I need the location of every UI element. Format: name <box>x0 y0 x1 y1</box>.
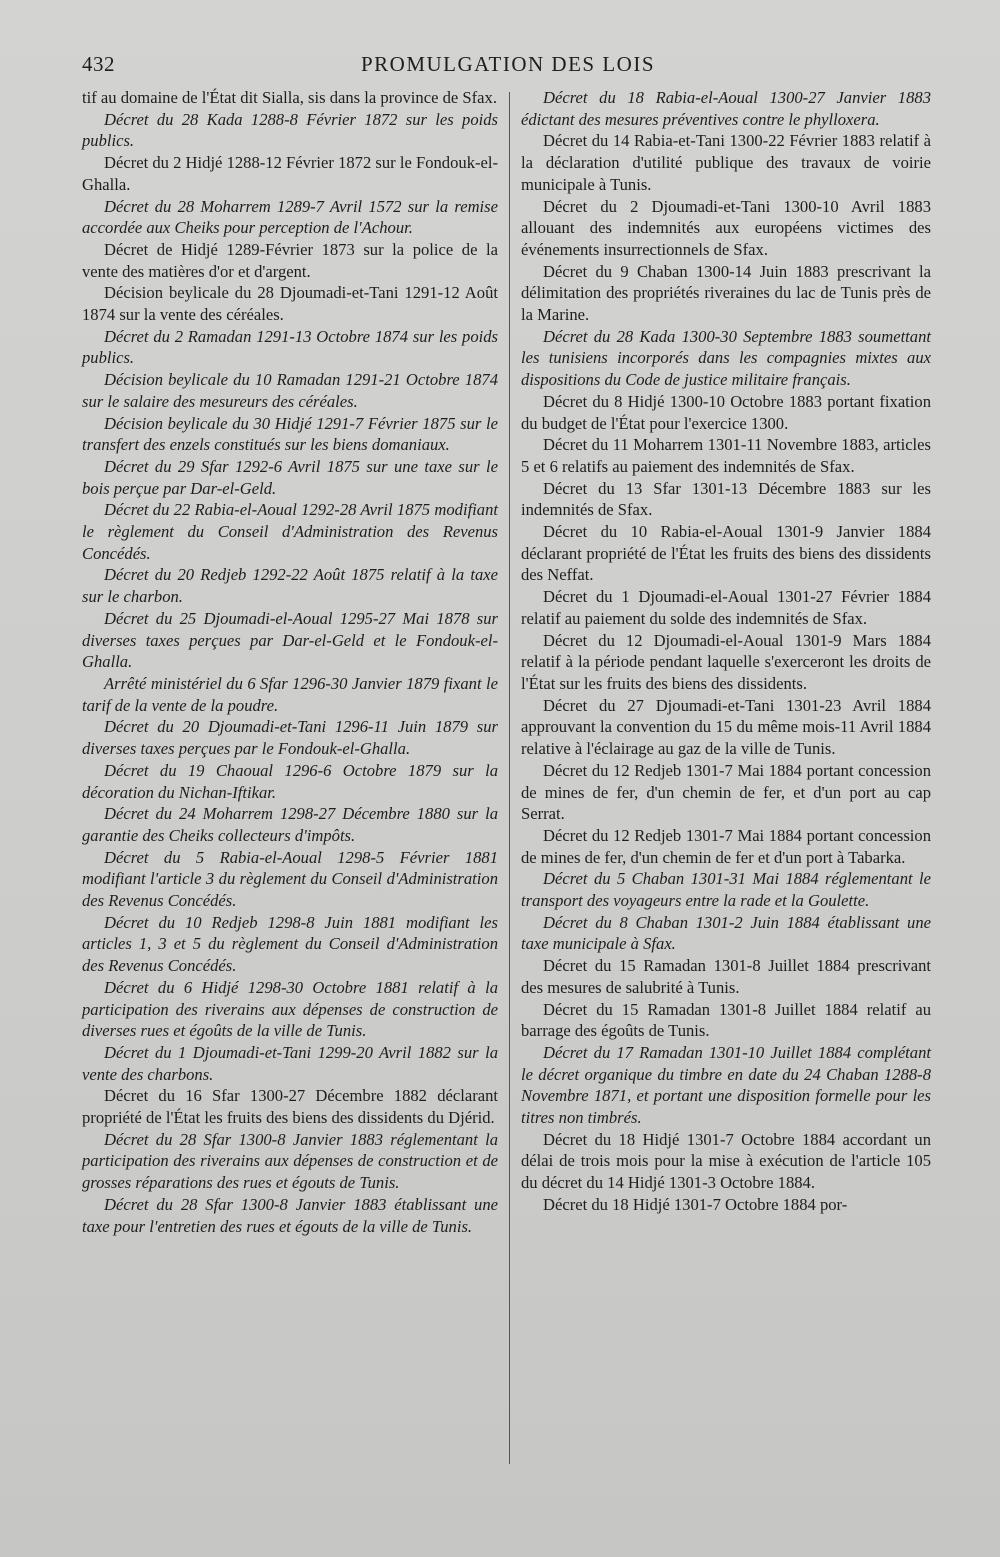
decree-entry: Décret du 17 Ramadan 1301-10 Juillet 1884 complétant le décret organique du timbre en date du 24 Chaban 1288-8 Novembre 1871, et portant une disposition formelle pour les titres non timbrés. <box>521 1042 931 1128</box>
decree-entry: Décret du 6 Hidjé 1298-30 Octobre 1881 relatif à la participation des riverains aux dépenses de construction de diverses rues et égoûts de la ville de Tunis. <box>82 977 498 1041</box>
decree-entry: Décret du 2 Hidjé 1288-12 Février 1872 sur le Fondouk-el-Ghalla. <box>82 153 499 194</box>
decree-entry: Décret du 19 Chaoual 1296-6 Octobre 1879 sur la décoration du Nichan-Iftikar. <box>82 760 498 802</box>
decree-entry: Décret du 15 Ramadan 1301-8 Juillet 1884 relatif au barrage des égoûts de Tunis. <box>521 999 931 1041</box>
decree-entry: Décision beylicale du 10 Ramadan 1291-21 Octobre 1874 sur le salaire des mesureurs des céréales. <box>82 370 498 411</box>
decree-entry: Décret du 16 Sfar 1300-27 Décembre 1882 déclarant propriété de l'État les fruits des biens des dissidents du Djérid. <box>82 1086 498 1128</box>
decree-entry: tif au domaine de l'État dit Sialla, sis dans la province de Sfax. <box>82 88 497 107</box>
decree-entry: Décret du 28 Kada 1300-30 Septembre 1883 soumettant les tunisiens incorporés dans les compagnies mixtes aux dispositions du Code de justice militaire français. <box>521 326 931 390</box>
decree-entry: Décret du 20 Redjeb 1292-22 Août 1875 relatif à la taxe sur le charbon. <box>82 565 498 607</box>
decree-entry: Décret du 13 Sfar 1301-13 Décembre 1883 sur les indemnités de Sfax. <box>521 478 931 520</box>
decree-entry: Décret du 2 Djoumadi-et-Tani 1300-10 Avril 1883 allouant des indemnités aux européens victimes des événements insurrectionnels de Sfax. <box>521 196 931 259</box>
decree-entry: Décret de Hidjé 1289-Février 1873 sur la police de la vente des matières d'or et d'argent. <box>82 239 498 281</box>
decree-entry: Décret du 5 Rabia-el-Aoual 1298-5 Février 1881 modifiant l'article 3 du règlement du Conseil d'Administration des Revenus Concédés. <box>82 847 498 911</box>
left-column <box>82 87 498 1237</box>
decree-entry: Décret du 18 Rabia-el-Aoual 1300-27 Janvier 1883 édictant des mesures préventives contre le phylloxera. <box>521 88 931 129</box>
decree-entry: Décret du 29 Sfar 1292-6 Avril 1875 sur une taxe sur le bois perçue par Dar-el-Geld. <box>82 456 498 498</box>
decree-entry: Arrêté ministériel du 6 Sfar 1296-30 Janvier 1879 fixant le tarif de la vente de la poudre. <box>82 673 498 715</box>
decree-entry: Décret du 20 Djoumadi-et-Tani 1296-11 Juin 1879 sur diverses taxes perçues par le Fondouk-el-Ghalla. <box>82 717 498 759</box>
decree-entry: Décret du 28 Sfar 1300-8 Janvier 1883 réglementant la participation des riverains aux dépenses de construction et de grosses réparations des rues et égouts de Tunis. <box>82 1129 498 1193</box>
decree-entry: Décret du 15 Ramadan 1301-8 Juillet 1884 prescrivant des mesures de salubrité à Tunis. <box>521 956 931 997</box>
decree-entry: Décret du 24 Moharrem 1298-27 Décembre 1880 sur la garantie des Cheiks collecteurs d'impôts. <box>82 804 498 845</box>
decree-entry: Décret du 22 Rabia-el-Aoual 1292-28 Avril 1875 modifiant le règlement du Conseil d'Administration des Revenus Concédés. <box>82 500 498 563</box>
decree-entry: Décret du 18 Hidjé 1301-7 Octobre 1884 por- <box>543 1194 848 1214</box>
decree-entry: Décret du 1 Djoumadi-et-Tani 1299-20 Avril 1882 sur la vente des charbons. <box>82 1042 498 1084</box>
decree-entry: Décision beylicale du 28 Djoumadi-et-Tani 1291-12 Août 1874 sur la vente des céréales. <box>82 283 498 325</box>
column-divider <box>509 92 510 1464</box>
decree-entry: Décret du 12 Djoumadi-el-Aoual 1301-9 Mars 1884 relatif à la période pendant laquelle s'exerceront les droits de l'État sur les fruits des biens des dissidents. <box>521 630 931 693</box>
decree-entry: Décret du 5 Chaban 1301-31 Mai 1884 réglementant le transport des voyageurs entre la rade et la Goulette. <box>521 869 931 911</box>
page-number: 432 <box>82 52 115 76</box>
decree-entry: Décret du 8 Hidjé 1300-10 Octobre 1883 portant fixation du budget de l'État pour l'exercice 1300. <box>521 391 931 433</box>
decree-entry: Décret du 28 Moharrem 1289-7 Avril 1572 sur la remise accordée aux Cheiks pour perception de l'Achour. <box>82 196 498 238</box>
running-title: PROMULGATION DES LOIS <box>360 52 655 76</box>
decree-entry: Décret du 2 Ramadan 1291-13 Octobre 1874 sur les poids publics. <box>82 326 498 368</box>
decree-entry: Décret du 18 Hidjé 1301-7 Octobre 1884 accordant un délai de trois mois pour la mise à exécution de l'article 105 du décret du 14 Hidjé 1301-3 Octobre 1884. <box>521 1129 931 1193</box>
decree-entry: Décret du 12 Redjeb 1301-7 Mai 1884 portant concession de mines de fer, d'un chemin de fer, et d'un port au cap Serrat. <box>521 760 931 824</box>
decree-entry: Décision beylicale du 30 Hidjé 1291-7 Février 1875 sur le transfert des enzels constitués sur les biens domaniaux. <box>82 413 498 455</box>
right-column <box>521 87 931 1216</box>
decree-entry: Décret du 14 Rabia-et-Tani 1300-22 Février 1883 relatif à la déclaration d'utilité publique des travaux de voirie municipale à Tunis. <box>521 131 931 194</box>
decree-entry: Décret du 11 Moharrem 1301-11 Novembre 1883, articles 5 et 6 relatifs au paiement des indemnités de Sfax. <box>521 435 931 476</box>
decree-entry: Décret du 8 Chaban 1301-2 Juin 1884 établissant une taxe municipale à Sfax. <box>521 912 931 954</box>
decree-entry: Décret du 25 Djoumadi-el-Aoual 1295-27 Mai 1878 sur diverses taxes perçues par Dar-el-Geld et le Fondouk-el-Ghalla. <box>82 608 498 672</box>
decree-entry: Décret du 28 Sfar 1300-8 Janvier 1883 établissant une taxe pour l'entretien des rues et égouts de la ville de Tunis. <box>82 1194 498 1236</box>
decree-entry: Décret du 10 Redjeb 1298-8 Juin 1881 modifiant les articles 1, 3 et 5 du règlement du Conseil d'Administration des Revenus Concédés. <box>82 912 498 976</box>
decree-entry: Décret du 1 Djoumadi-el-Aoual 1301-27 Février 1884 relatif au paiement du solde des indemnités de Sfax. <box>521 587 931 628</box>
decree-entry: Décret du 28 Kada 1288-8 Février 1872 sur les poids publics. <box>82 109 498 151</box>
page-header <box>82 52 934 82</box>
decree-entry: Décret du 9 Chaban 1300-14 Juin 1883 prescrivant la délimitation des propriétés riveraines du lac de Tunis près de la Marine. <box>521 261 931 325</box>
decree-entry: Décret du 27 Djoumadi-et-Tani 1301-23 Avril 1884 approuvant la convention du 15 du même mois-11 Avril 1884 relative à l'éclairage au gaz de la ville de Tunis. <box>521 695 931 759</box>
decree-entry: Décret du 10 Rabia-el-Aoual 1301-9 Janvier 1884 déclarant propriété de l'État les fruits des biens des dissidents des Neffat. <box>521 522 931 585</box>
decree-entry: Décret du 12 Redjeb 1301-7 Mai 1884 portant concession de mines de fer, d'un chemin de fer et d'un port à Tabarka. <box>521 825 931 867</box>
